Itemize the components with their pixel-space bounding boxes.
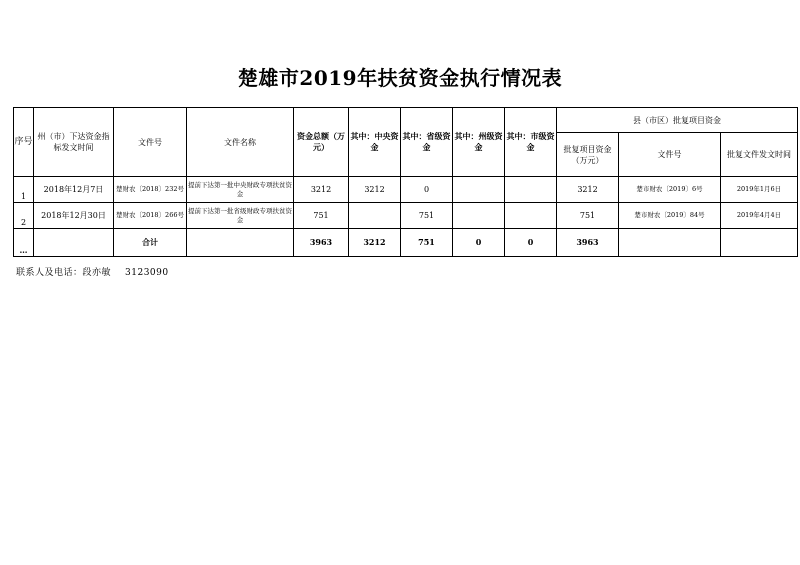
row-doc-name: 提前下达第一批省级财政专项扶贫资金 [187, 203, 294, 229]
header-central: 其中：中央资金 [349, 108, 401, 177]
row-seq: 2 [14, 203, 34, 229]
row-approved-doc-no: 楚市财农〔2019〕84号 [619, 203, 721, 229]
total-row-empty-cell [721, 229, 798, 257]
table-row [14, 177, 798, 203]
funds-table [13, 107, 798, 257]
total-row-empty-cell [619, 229, 721, 257]
header-prefecture: 其中：州级资金 [453, 108, 505, 177]
row-doc-no: 楚财农〔2018〕232号 [114, 177, 187, 203]
total-row-central: 3212 [349, 229, 401, 257]
table-row [14, 203, 798, 229]
row-province: 751 [401, 203, 453, 229]
total-row [14, 229, 798, 257]
row-seq: 1 [14, 177, 34, 203]
header-doc-no: 文件号 [114, 108, 187, 177]
total-row-empty-cell [187, 229, 294, 257]
row-central: 3212 [349, 177, 401, 203]
header-approved-date: 批复文件发文时间 [721, 133, 798, 177]
header-approved-doc-no: 文件号 [619, 133, 721, 177]
row-issue-date: 2018年12月30日 [34, 203, 114, 229]
row-total: 3212 [294, 177, 349, 203]
row-approved-date: 2019年4月4日 [721, 203, 798, 229]
row-approved-doc-no: 楚市财农〔2019〕6号 [619, 177, 721, 203]
contact-phone: 3123090 [125, 268, 169, 278]
header-total: 资金总额（万元） [294, 108, 349, 177]
row-prefecture [453, 177, 505, 203]
row-city [505, 177, 557, 203]
row-prefecture [453, 203, 505, 229]
row-approved-date: 2019年1月6日 [721, 177, 798, 203]
header-city: 其中：市级资金 [505, 108, 557, 177]
row-issue-date: 2018年12月7日 [34, 177, 114, 203]
row-doc-no: 楚财农〔2018〕266号 [114, 203, 187, 229]
total-row-city: 0 [505, 229, 557, 257]
total-row-prefecture: 0 [453, 229, 505, 257]
total-row-empty-cell [34, 229, 114, 257]
row-approved-amount: 3212 [557, 177, 619, 203]
row-doc-name: 提前下达第一批中央财政专项扶贫资金 [187, 177, 294, 203]
header-county-group: 县（市区）批复项目资金 [557, 108, 798, 133]
total-row-label: 合计 [114, 229, 187, 257]
header-issue-date: 州（市）下达资金指标发文时间 [34, 108, 114, 177]
header-approved-amount: 批复项目资金（万元） [557, 133, 619, 177]
row-total: 751 [294, 203, 349, 229]
total-row-total: 3963 [294, 229, 349, 257]
contact-line [16, 265, 169, 278]
row-city [505, 203, 557, 229]
row-province: 0 [401, 177, 453, 203]
total-row-approved-amount: 3963 [557, 229, 619, 257]
header-doc-name: 文件名称 [187, 108, 294, 177]
row-approved-amount: 751 [557, 203, 619, 229]
total-row-province: 751 [401, 229, 453, 257]
header-seq: 序号 [14, 108, 34, 177]
page-title: 楚雄市2019年扶贫资金执行情况表 [237, 66, 563, 90]
contact-label: 联系人及电话：段亦敏 [16, 268, 112, 278]
row-central [349, 203, 401, 229]
total-row-seq: … [14, 229, 34, 257]
header-province: 其中：省级资金 [401, 108, 453, 177]
